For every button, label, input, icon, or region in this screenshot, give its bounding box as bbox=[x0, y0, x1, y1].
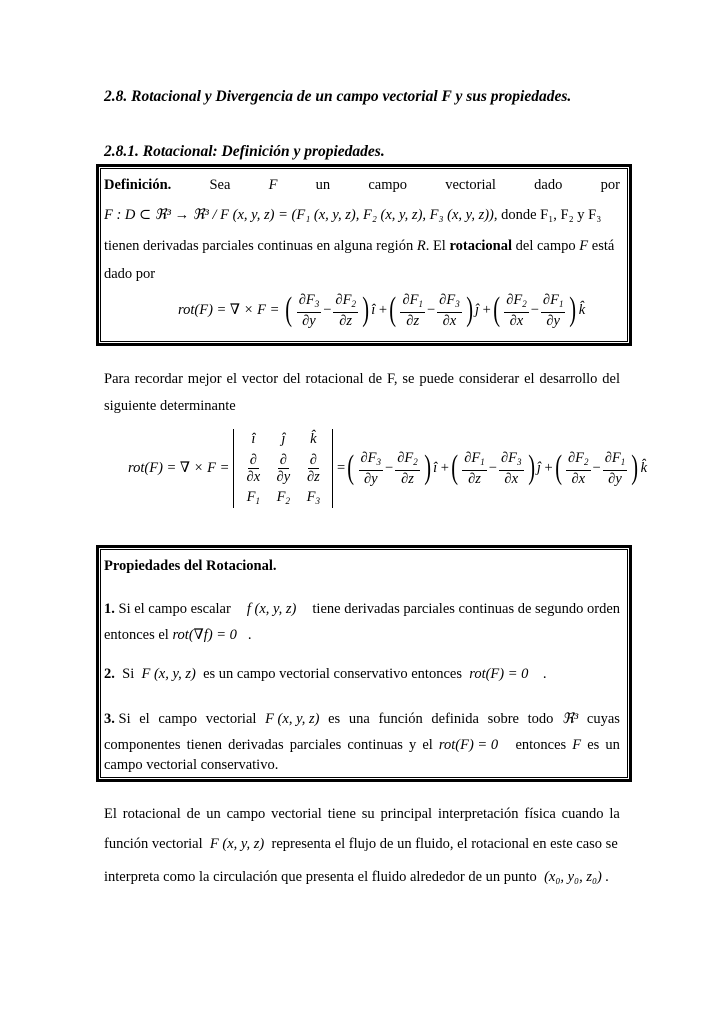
zero-curl-formula: rot(F) = 0⃗ . bbox=[469, 666, 547, 682]
property-word: una bbox=[348, 711, 370, 727]
property-word: y bbox=[409, 737, 417, 753]
closing-word: de bbox=[186, 806, 201, 822]
definition-components-text: , donde F₁, F₂ y F₃ bbox=[493, 207, 602, 223]
property-text: Si el campo escalar bbox=[118, 601, 231, 617]
closing-word: cuando bbox=[561, 806, 604, 822]
property-word: tienen bbox=[186, 737, 223, 753]
definition-line-2 bbox=[104, 207, 620, 224]
property-word: componentes bbox=[104, 737, 181, 753]
property-word: continuas bbox=[347, 737, 403, 753]
closing-word: física bbox=[524, 806, 556, 822]
rotacional-term: rotacional bbox=[449, 238, 513, 254]
definition-text: tienen derivadas parciales continuas en alguna región bbox=[104, 238, 417, 254]
property-word: Si bbox=[118, 711, 131, 727]
field-symbol: F bbox=[572, 737, 582, 753]
property-word: es bbox=[328, 711, 341, 727]
closing-word: El bbox=[104, 806, 117, 822]
closing-word: la bbox=[609, 806, 620, 822]
property-word: vectorial bbox=[205, 711, 257, 727]
point-coordinates: (x₀, y₀, z₀) . bbox=[544, 869, 610, 885]
determinant-lhs: rot(F) = ∇ × F = bbox=[128, 459, 230, 476]
definition-word: dado bbox=[534, 177, 563, 193]
closing-word: rotacional bbox=[122, 806, 181, 822]
definition-word: un bbox=[315, 177, 331, 193]
determinant-formula: rot(F) = ∇ × F = î ĵ k̂ ∂ ∂x ∂ ∂y ∂ ∂z $F_1$ $F_2$ $F_3$ = ( $\frac{\partial F_3}{\partial y}$ − $\frac{\partial F_2}{\partial z}$ ) î + ( $\frac{\partial F_1}{\partial z}$ − $\frac{\partial F_3}{\partial x}$ ) ĵ + ( $\frac{\partial F_2}{\partial x}$ − $\frac{\partial F_1}{\partial y}$ ) k̂ bbox=[128, 430, 648, 506]
definition-line-3 bbox=[104, 238, 614, 255]
property-word: función bbox=[378, 711, 423, 727]
curl-formula: rot(F) = ∇ × F = ( $\frac{\partial F_3}{\partial y}$ − $\frac{\partial F_2}{\partial z}$ ) î + ( $\frac{\partial F_1}{\partial z}$ − $\frac{\partial F_3}{\partial x}$ ) ĵ + ( $\frac{\partial F_2}{\partial x}$ − $\frac{\partial F_1}{\partial y}$ ) k̂ bbox=[178, 291, 586, 329]
closing-word: campo bbox=[226, 806, 266, 822]
section-title: 2.8. Rotacional y Divergencia de un campo vectorial F y sus propiedades. bbox=[104, 88, 572, 105]
property-word: todo bbox=[527, 711, 554, 727]
property-word: definida bbox=[431, 711, 479, 727]
property-text: es un campo vectorial conservativo entonces bbox=[203, 666, 462, 682]
closing-text: representa el flujo de un fluido, el rotacional en este caso se bbox=[271, 836, 618, 852]
property-word: es bbox=[587, 737, 600, 753]
definition-text: . El bbox=[425, 238, 450, 254]
property-3-line-3: campo vectorial conservativo. bbox=[104, 757, 279, 773]
definition-word: campo bbox=[368, 177, 408, 193]
property-1-number: 1. bbox=[104, 601, 115, 617]
property-word: el bbox=[139, 711, 150, 727]
closing-line-2 bbox=[104, 836, 618, 853]
definition-text: está bbox=[588, 238, 615, 254]
property-word: sobre bbox=[487, 711, 519, 727]
property-text: tiene derivadas parciales continuas de segundo orden bbox=[312, 601, 620, 617]
property-word: el bbox=[422, 737, 433, 753]
closing-word: principal bbox=[380, 806, 433, 822]
reminder-line-2: siguiente determinante bbox=[104, 398, 236, 414]
region-symbol: R bbox=[416, 238, 426, 254]
property-word: parciales bbox=[289, 737, 342, 753]
definition-label: Definición. bbox=[104, 177, 172, 193]
closing-word: su bbox=[361, 806, 375, 822]
property-3-line-1 bbox=[104, 711, 620, 728]
property-1-line-1 bbox=[104, 601, 620, 618]
property-3-line-2 bbox=[104, 737, 620, 754]
property-text: Si bbox=[122, 666, 135, 682]
vector-field-formula: F (x, y, z) bbox=[209, 836, 265, 852]
curl-formula-lhs: rot(F) = ∇ × F = bbox=[178, 301, 280, 318]
closing-line-1 bbox=[104, 806, 620, 823]
definition-line-4: dado por bbox=[104, 266, 156, 282]
definition-word: F bbox=[268, 177, 278, 193]
vector-field-formula: F (x, y, z) bbox=[141, 666, 196, 682]
curl-determinant: î ĵ k̂ ∂ ∂x ∂ ∂y ∂ ∂z $F_1$ $F_2$ $F_3$ bbox=[233, 429, 333, 508]
scalar-field-formula: f (x, y, z) bbox=[246, 601, 297, 617]
field-definition-formula: F : D ⊂ ℜ³ → ℜ³ / F (x, y, z) = (F₁ (x, y, z), F₂ (x, y, z), F₃ (x, y, z)) bbox=[104, 207, 494, 223]
property-word: campo bbox=[158, 711, 198, 727]
closing-text: interpreta como la circulación que presenta el fluido alrededor de un punto bbox=[104, 869, 537, 885]
definition-word: vectorial bbox=[445, 177, 496, 193]
closing-word: tiene bbox=[327, 806, 356, 822]
property-word: derivadas bbox=[228, 737, 284, 753]
closing-text: función vectorial bbox=[104, 836, 203, 852]
definition-line-1 bbox=[104, 177, 620, 194]
field-symbol: F bbox=[579, 238, 589, 254]
r3-symbol: ℜ³ bbox=[562, 711, 579, 727]
closing-line-3 bbox=[104, 869, 609, 886]
definition-word: Sea bbox=[209, 177, 231, 193]
definition-word: por bbox=[600, 177, 620, 193]
property-word: entonces bbox=[515, 737, 567, 753]
property-2-line bbox=[104, 666, 547, 683]
properties-title: Propiedades del Rotacional. bbox=[104, 558, 277, 574]
closing-word: un bbox=[206, 806, 221, 822]
property-text: entonces el bbox=[104, 627, 169, 643]
property-2-number: 2. bbox=[104, 666, 115, 682]
definition-text: del campo bbox=[512, 238, 580, 254]
reminder-line-1: Para recordar mejor el vector del rotacional de F, se puede considerar el desarrollo del bbox=[104, 371, 620, 387]
zero-curl-formula: rot(F) = 0⃗ bbox=[438, 737, 510, 753]
closing-word: interpretación bbox=[437, 806, 519, 822]
curl-of-gradient-formula: rot(∇f) = 0⃗. bbox=[172, 627, 252, 643]
property-word: un bbox=[605, 737, 620, 753]
property-1-line-2 bbox=[104, 627, 252, 644]
property-word: cuyas bbox=[586, 711, 620, 727]
property-3-number: 3. bbox=[104, 711, 115, 727]
closing-word: vectorial bbox=[271, 806, 322, 822]
vector-field-formula: F (x, y, z) bbox=[265, 711, 320, 727]
subsection-title: 2.8.1. Rotacional: Definición y propiedades. bbox=[104, 143, 385, 160]
